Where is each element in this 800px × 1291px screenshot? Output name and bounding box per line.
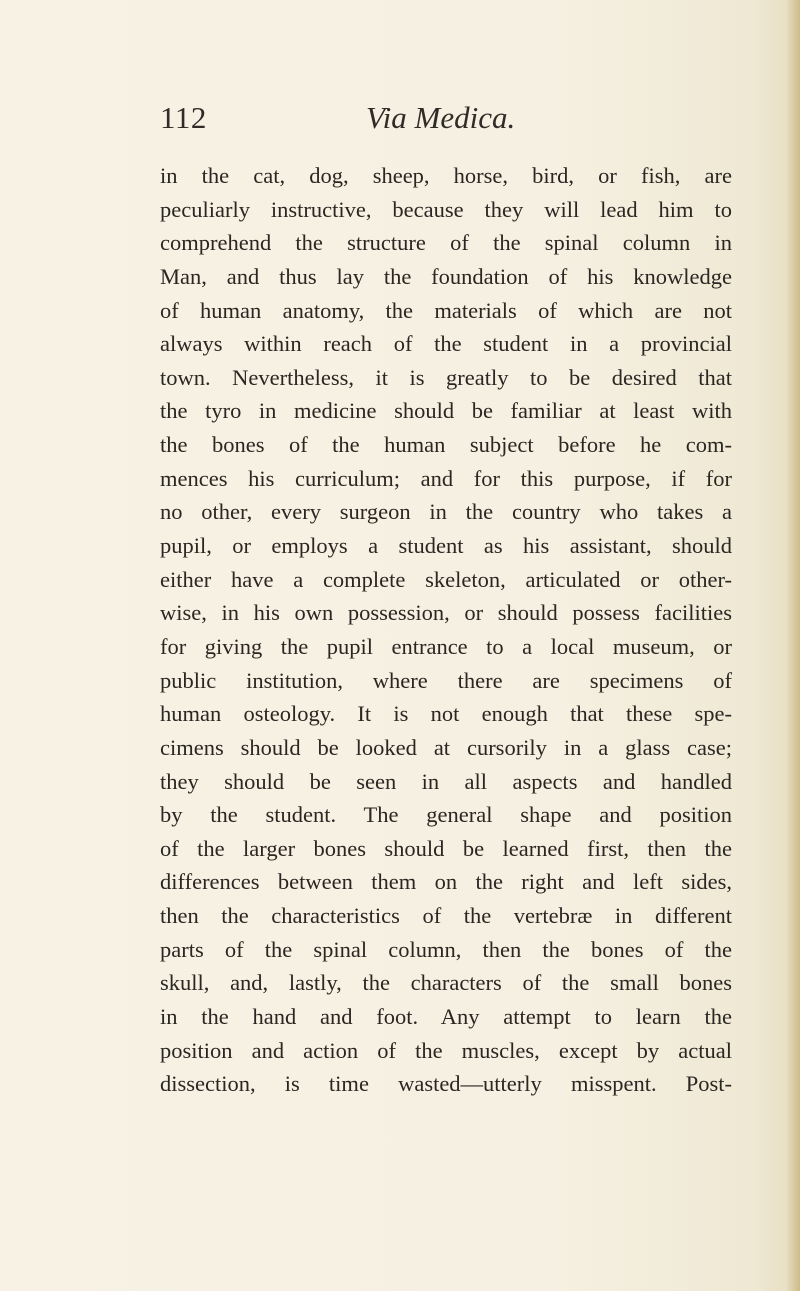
text-line: mences his curriculum; and for this purpose, if for: [160, 465, 732, 491]
text-line: the tyro in medicine should be familiar at least with: [160, 398, 732, 424]
text-line: then the characteristics of the vertebræ in different: [160, 903, 732, 929]
text-line: wise, in his own possession, or should possess facilities: [160, 600, 732, 626]
text-line: human osteology. It is not enough that these spe-: [160, 701, 732, 727]
text-line: they should be seen in all aspects and handled: [160, 768, 732, 794]
body-text: [160, 159, 732, 1101]
running-title: Via Medica.: [366, 100, 516, 135]
text-line: always within reach of the student in a provincial: [160, 331, 732, 357]
text-line: differences between them on the right and left sides,: [160, 869, 732, 895]
text-line: of human anatomy, the materials of which are not: [160, 297, 732, 323]
text-line: comprehend the structure of the spinal column in: [160, 230, 732, 256]
text-line: position and action of the muscles, except by actual: [160, 1037, 732, 1063]
text-line: in the cat, dog, sheep, horse, bird, or fish, are: [160, 163, 732, 188]
text-line: the bones of the human subject before he com-: [160, 432, 732, 458]
text-line: either have a complete skeleton, articulated or other-: [160, 566, 732, 592]
page-edge-shadow: [786, 0, 800, 1291]
page-number: 112: [160, 100, 207, 135]
text-line: skull, and, lastly, the characters of the small bones: [160, 970, 732, 996]
text-line: by the student. The general shape and position: [160, 802, 732, 828]
text-line: Man, and thus lay the foundation of his knowledge: [160, 263, 732, 289]
text-line: dissection, is time wasted—utterly misspent. Post-: [160, 1071, 732, 1097]
text-line: pupil, or employs a student as his assistant, should: [160, 533, 732, 559]
text-line: parts of the spinal column, then the bones of the: [160, 936, 732, 962]
page-header: [0, 100, 800, 140]
text-line: no other, every surgeon in the country who takes a: [160, 499, 732, 525]
text-line: cimens should be looked at cursorily in a glass case;: [160, 734, 732, 760]
text-line: for giving the pupil entrance to a local museum, or: [160, 633, 732, 659]
text-line: of the larger bones should be learned first, then the: [160, 835, 732, 861]
text-line: in the hand and foot. Any attempt to learn the: [160, 1004, 732, 1030]
text-line: peculiarly instructive, because they will lead him to: [160, 196, 732, 222]
text-line: town. Nevertheless, it is greatly to be desired that: [160, 364, 732, 390]
text-line: public institution, where there are specimens of: [160, 667, 732, 693]
